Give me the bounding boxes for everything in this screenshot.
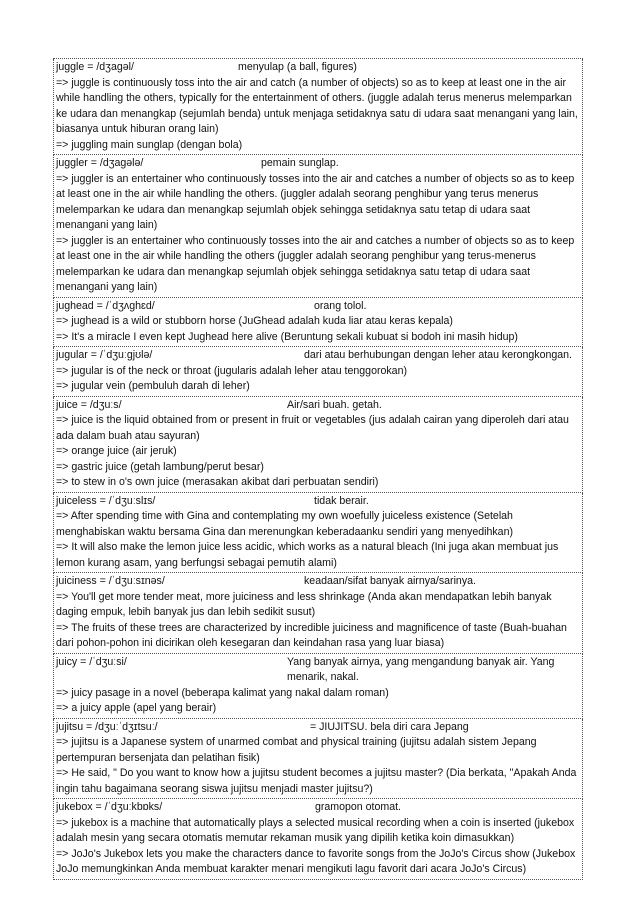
dictionary-entry bbox=[53, 59, 583, 155]
headword-meaning: = JIUJITSU. bela diri cara Jepang bbox=[310, 720, 469, 733]
headword-meaning: pemain sunglap. bbox=[261, 157, 339, 169]
example-line: => jujitsu is a Japanese system of unarmed combat and physical training (jujitsu adalah sistem Jepang pertempuran bersenjata dan pelatihan fisik) bbox=[56, 736, 537, 764]
example-line: => juggler is an entertainer who continuously tosses into the air and catches a number of objects so as to keep at least one in the air while handling the others. (juggler adalah seorang penghibur yang terus menerus melemparkan ke udara dan menangkap sejumlah objek sehingga setidaknya satu tetap di udara saat menangani yang lain) bbox=[56, 172, 575, 231]
headword-pronunciation: juicy = /ˈdʒuːsi/ bbox=[56, 655, 127, 668]
entry-headword-line bbox=[56, 655, 580, 686]
example-line: => to stew in o's own juice (merasakan akibat dari perbuatan sendiri) bbox=[56, 476, 379, 488]
example-line: => jugular is of the neck or throat (jugularis adalah leher atau tenggorokan) bbox=[56, 364, 407, 377]
entry-headword-line bbox=[56, 156, 580, 172]
example-line: => juice is the liquid obtained from or present in fruit or vegetables (jus adalah cairan yang diperoleh dari atau ada dalam buah atau sayuran) bbox=[56, 414, 569, 442]
headword-meaning: menyulap (a ball, figures) bbox=[238, 61, 357, 73]
headword-meaning: dari atau berhubungan dengan leher atau kerongkongan. bbox=[304, 349, 573, 361]
headword-pronunciation: jugular = /ˈdʒuːgjʊlə/ bbox=[56, 349, 153, 361]
headword-meaning: Yang banyak airnya, yang mengandung banyak air. Yang menarik, nakal. bbox=[287, 655, 555, 683]
headword-pronunciation: jujitsu = /dʒuːˈdʒɪtsuː/ bbox=[56, 720, 158, 733]
dictionary-entry bbox=[53, 799, 583, 880]
dictionary-entry bbox=[53, 298, 583, 348]
headword-pronunciation: jukebox = /ˈdʒuːkbɒks/ bbox=[56, 801, 163, 813]
entry-headword-line bbox=[56, 299, 580, 315]
example-line: => juggler is an entertainer who continuously tosses into the air and catches a number of objects so as to keep at least one in the air while handling the others (juggler adalah seorang penghibur yang terus-menerus melemparkan ke udara dan menangkap sejumlah objek sehingga setidaknya satu tetap di udara saat menangani yang lain) bbox=[56, 234, 575, 293]
example-line: => You'll get more tender meat, more juiciness and less shrinkage (Anda akan mendapatkan lebih banyak daging empuk, lebih banyak jus dan lebih sedikit susut) bbox=[56, 590, 552, 618]
headword-meaning: tidak berair. bbox=[314, 494, 369, 507]
example-line: => juggle is continuously toss into the air and catch (a number of objects) so as to keep at least one in the air while handling the others, typically for the entertainment of others. (juggle adalah terus menerus melemparkan ke udara dan menangkap (sejumlah benda) untuk menjaga setidaknya satu di udara saat menangani yang lain, biasanya untuk hiburan orang lain) bbox=[56, 76, 578, 135]
example-line: => gastric juice (getah lambung/perut besar) bbox=[56, 460, 264, 473]
example-line: => a juicy apple (apel yang berair) bbox=[56, 702, 217, 714]
example-line: => orange juice (air jeruk) bbox=[56, 445, 177, 457]
headword-meaning: Air/sari buah. getah. bbox=[287, 398, 382, 411]
entry-headword-line bbox=[56, 60, 580, 76]
entry-headword-line bbox=[56, 800, 580, 816]
example-line: => JoJo's Jukebox lets you make the characters dance to favorite songs from the JoJo's Circus show (Jukebox JoJo memungkinkan Anda membuat karakter menari mengikuti lagu favorit dari acara JoJo's Circus) bbox=[56, 847, 576, 875]
entry-headword-line bbox=[56, 494, 580, 510]
headword-pronunciation: juice = /dʒuːs/ bbox=[56, 398, 122, 411]
headword-meaning: keadaan/sifat banyak airnya/sarinya. bbox=[304, 575, 476, 587]
dictionary-entry bbox=[53, 397, 583, 493]
entry-headword-line bbox=[56, 348, 580, 364]
headword-meaning: orang tolol. bbox=[314, 299, 367, 312]
dictionary-entry bbox=[53, 347, 583, 397]
dictionary-table bbox=[53, 58, 583, 880]
example-line: => juicy pasage in a novel (beberapa kalimat yang nakal dalam roman) bbox=[56, 686, 389, 699]
headword-pronunciation: juiciness = /ˈdʒuːsɪnəs/ bbox=[56, 575, 165, 587]
headword-pronunciation: juggler = /dʒagələ/ bbox=[56, 157, 144, 169]
example-line: => It's a miracle I even kept Jughead here alive (Beruntung sekali kubuat si bodoh ini masih hidup) bbox=[56, 330, 518, 343]
example-line: => It will also make the lemon juice less acidic, which works as a natural bleach (Ini juga akan membuat jus lemon kurang asam, yang berfungsi sebagai pemutih alami) bbox=[56, 541, 559, 569]
example-line: => juggling main sunglap (dengan bola) bbox=[56, 138, 243, 151]
example-line: => jugular vein (pembuluh darah di leher) bbox=[56, 380, 250, 392]
example-line: => jukebox is a machine that automatically plays a selected musical recording when a coin is inserted (jukebox adalah mesin yang secara otomatis memutar rekaman musik yang dipilih ketika koin dimasukkan) bbox=[56, 816, 575, 844]
headword-pronunciation: juggle = /dʒagəl/ bbox=[56, 61, 134, 73]
dictionary-entry bbox=[53, 573, 583, 654]
example-line: => The fruits of these trees are characterized by incredible juiciness and magnificence of taste (Buah-buahan dari pohon-pohon ini dicirikan oleh kesegaran dan keindahan rasa yang luar biasa) bbox=[56, 621, 567, 649]
headword-pronunciation: jughead = /ˈdʒʌghɛd/ bbox=[56, 299, 155, 312]
headword-pronunciation: juiceless = /ˈdʒuːslɪs/ bbox=[56, 494, 156, 507]
entry-headword-line bbox=[56, 398, 580, 414]
entry-headword-line bbox=[56, 574, 580, 590]
dictionary-entry bbox=[53, 155, 583, 298]
example-line: => After spending time with Gina and contemplating my own woefully juiceless existence (Setelah menghabiskan waktu bersama Gina dan merenungkan keberadaanku sendiri yang menyedihkan) bbox=[56, 510, 513, 538]
example-line: => jughead is a wild or stubborn horse (JuGhead adalah kuda liar atau keras kepala) bbox=[56, 315, 453, 327]
entry-headword-line bbox=[56, 720, 580, 736]
headword-meaning: gramopon otomat. bbox=[315, 801, 401, 813]
example-line: => He said, " Do you want to know how a jujitsu student becomes a jujitsu master? (Dia berkata, "Apakah Anda ingin tahu bagaimana seorang siswa jujitsu menjadi master jujitsu?) bbox=[56, 767, 577, 795]
dictionary-entry bbox=[53, 654, 583, 719]
dictionary-entry bbox=[53, 719, 583, 800]
dictionary-entry bbox=[53, 493, 583, 574]
